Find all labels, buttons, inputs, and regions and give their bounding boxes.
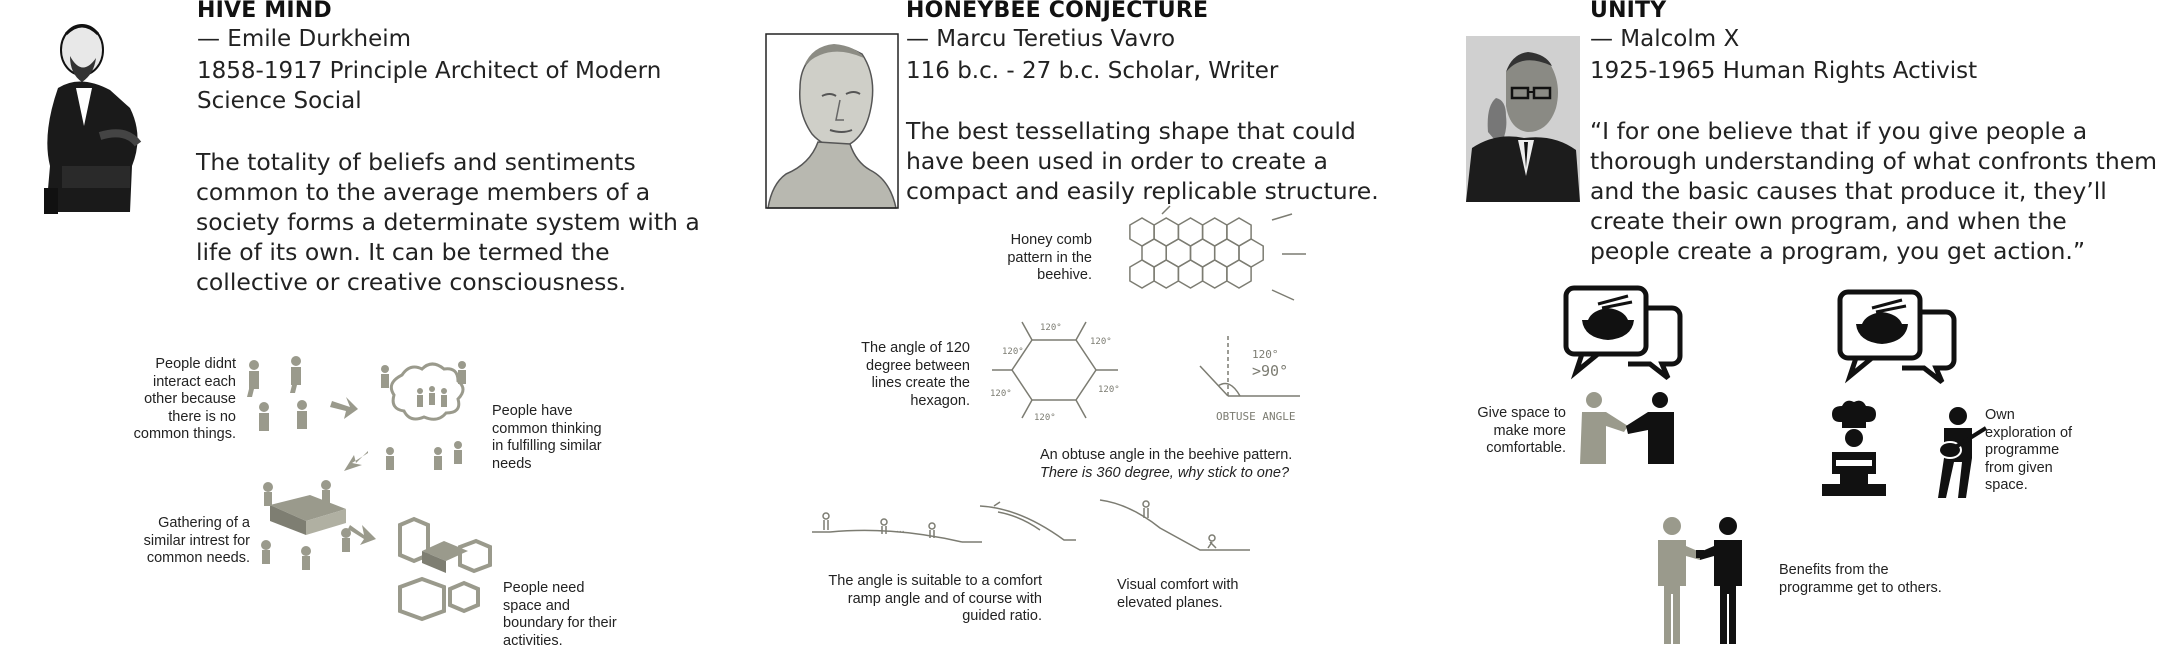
caption-line: common things.: [133, 426, 236, 442]
caption-line: in fulfilling similar: [492, 438, 602, 454]
honeycomb-cell: [1130, 260, 1154, 288]
handshake-icon: [1576, 392, 1682, 464]
quote-line: have been used in order to create a: [906, 147, 1328, 175]
person-figure: [381, 365, 389, 388]
caption-line: People didnt: [155, 356, 236, 372]
caption-line: An obtuse angle in the beehive pattern.: [1040, 447, 1293, 463]
person-figure: [247, 360, 259, 397]
caption-line: The angle is suitable to a comfort: [828, 573, 1042, 589]
quote-line: create their own program, and when the: [1590, 207, 2067, 235]
svg-text:...: ...: [896, 525, 905, 535]
malcolm-author: — Malcolm X: [1590, 26, 1740, 52]
honeycomb-cell: [1178, 260, 1202, 288]
caption-no-interaction: [110, 356, 236, 444]
quote-line: The best tessellating shape that could: [906, 117, 1356, 145]
caption-ramp: [790, 573, 1042, 626]
caption-line: interact each: [152, 373, 236, 390]
rice-bowl-speech-bubble-icon: [1562, 284, 1684, 388]
caption-line: Own: [1985, 407, 2015, 423]
caption-line: from given: [1985, 459, 2053, 476]
quote-line: and the basic causes that produce it, they’ll: [1590, 177, 2107, 205]
durkheim-meta-line-2: Science Social: [197, 88, 362, 114]
boundary-blocks: [400, 519, 490, 619]
caption-gathering: [110, 515, 250, 568]
caption-visual: [1117, 577, 1238, 612]
elevated-plane-sketch: [1100, 494, 1260, 554]
caption-obtuse: [1040, 447, 1292, 482]
durkheim-author: — Emile Durkheim: [197, 26, 412, 52]
caption-line: People have: [492, 403, 573, 419]
caption-line: space.: [1985, 477, 2028, 493]
person-figure: [297, 400, 307, 429]
caption-line: Benefits from the: [1779, 562, 1889, 578]
obtuse-angle-sketch: [1200, 330, 1330, 430]
angle-label: 120°: [1090, 337, 1112, 347]
honeycomb-sketch: [1122, 210, 1312, 310]
honeycomb-edge: [1162, 206, 1170, 214]
caption-line: Gathering of a: [158, 515, 250, 531]
caption-line: space and: [503, 597, 570, 614]
durkheim-meta-line-1: 1858-1917 Principle Architect of Modern: [197, 58, 662, 84]
hexagon-angles-sketch: [990, 316, 1140, 426]
angle-label: 120°: [1034, 413, 1056, 423]
slide-sketch: [980, 500, 1080, 550]
caption-line: guided ratio.: [962, 608, 1042, 624]
honeycomb-cell: [1203, 260, 1227, 288]
unity-title: UNITY: [1590, 0, 1667, 23]
caption-line: pattern in the: [1007, 249, 1092, 266]
ramp-sketch: [812, 496, 982, 556]
honeycomb-edge: [1272, 214, 1292, 220]
caption-line: People need: [503, 580, 585, 596]
flow-arrow: [344, 451, 368, 471]
caption-line-italic: There is 360 degree, why stick to one?: [1040, 464, 1290, 481]
vavro-quote: [906, 116, 1379, 206]
angle-label: 120°: [1040, 323, 1062, 333]
quote-line: collective or creative consciousness.: [196, 268, 627, 296]
person-figure: [454, 441, 462, 464]
caption-line: beehive.: [1037, 267, 1092, 283]
gathering-table: [261, 480, 351, 570]
caption-own-exploration: [1985, 407, 2072, 495]
honeycomb-edge: [1272, 290, 1294, 300]
angle-label: 120°: [990, 389, 1012, 399]
person-figure: [290, 356, 301, 393]
person-figure: [386, 447, 394, 470]
quote-line: thorough understanding of what confronts them: [1590, 147, 2158, 175]
caption-line: common thinking: [492, 420, 602, 437]
caption-line: comfortable.: [1486, 440, 1566, 456]
caption-line: Honey comb: [1010, 232, 1092, 248]
quote-line: people create a program, you get action.”: [1590, 237, 2086, 265]
quote-line: The totality of beliefs and sentiments: [196, 148, 636, 176]
rice-bowl-speech-bubble-icon-2: [1836, 288, 1958, 392]
flow-arrow: [330, 397, 358, 419]
chef-icon: [1822, 400, 1886, 498]
quote-line: society forms a determinate system with a: [196, 208, 700, 236]
caption-line: degree between: [866, 357, 970, 374]
flow-arrow: [348, 525, 376, 545]
caption-honeycomb: [960, 232, 1092, 285]
augustus-bust: [766, 34, 898, 208]
angle-label: 120°: [1002, 347, 1024, 357]
malcolm-quote: [1590, 116, 2157, 266]
obtuse-gt90-label: >90°: [1252, 362, 1289, 380]
malcolm-x-portrait: [1466, 36, 1580, 202]
honeybee-title: HONEYBEE CONJECTURE: [906, 0, 1209, 23]
angle-label: 120°: [1098, 385, 1120, 395]
caption-line: Visual comfort with: [1117, 577, 1239, 593]
caption-give-space: [1448, 405, 1566, 458]
caption-line: there is no: [168, 408, 236, 425]
caption-benefits: [1779, 562, 1942, 597]
caption-line: programme: [1985, 442, 2060, 458]
quote-line: compact and easily replicable structure.: [906, 177, 1379, 205]
guitar-player-icon: [1928, 406, 1988, 500]
sharing-people-icon: [1644, 516, 1756, 646]
malcolm-meta-line: 1925-1965 Human Rights Activist: [1590, 58, 1978, 84]
caption-line: needs: [492, 455, 532, 472]
honeycomb-cell: [1227, 260, 1251, 288]
caption-line: Give space to: [1477, 405, 1566, 421]
quote-line: “I for one believe that if you give people a: [1590, 117, 2088, 145]
caption-space-boundary: [503, 580, 617, 650]
caption-common-thinking: [492, 403, 602, 473]
obtuse-120-label: 120°: [1252, 348, 1279, 361]
durkheim-quote: [196, 147, 700, 297]
vavro-meta-line: 116 b.c. - 27 b.c. Scholar, Writer: [906, 58, 1279, 84]
caption-line: hexagon.: [910, 392, 970, 409]
caption-line: lines create the: [871, 375, 970, 391]
hive-mind-title: HIVE MIND: [197, 0, 332, 23]
caption-line: elevated planes.: [1117, 594, 1223, 611]
quote-line: common to the average members of a: [196, 178, 651, 206]
honeycomb-cell: [1154, 260, 1178, 288]
caption-line: activities.: [503, 632, 563, 649]
quote-line: life of its own. It can be termed the: [196, 238, 610, 266]
caption-line: other because: [144, 391, 236, 407]
person-figure: [434, 447, 442, 470]
caption-line: similar intrest for: [143, 532, 250, 549]
obtuse-angle-label: OBTUSE ANGLE: [1216, 410, 1296, 423]
common-thinking-cloud: [391, 364, 463, 419]
caption-line: common needs.: [146, 550, 250, 566]
durkheim-portrait: [40, 16, 175, 218]
hive-mind-diagram: [240, 355, 500, 640]
vavro-author: — Marcu Teretius Vavro: [906, 26, 1176, 52]
person-figure: [259, 402, 269, 431]
caption-line: make more: [1493, 422, 1566, 439]
caption-line: ramp angle and of course with: [847, 590, 1042, 607]
person-figure: [458, 361, 466, 384]
caption-line: The angle of 120: [861, 340, 970, 356]
caption-line: exploration of: [1985, 424, 2073, 441]
caption-line: programme get to others.: [1779, 579, 1942, 596]
caption-line: boundary for their: [503, 615, 617, 631]
caption-angle: [832, 340, 970, 410]
